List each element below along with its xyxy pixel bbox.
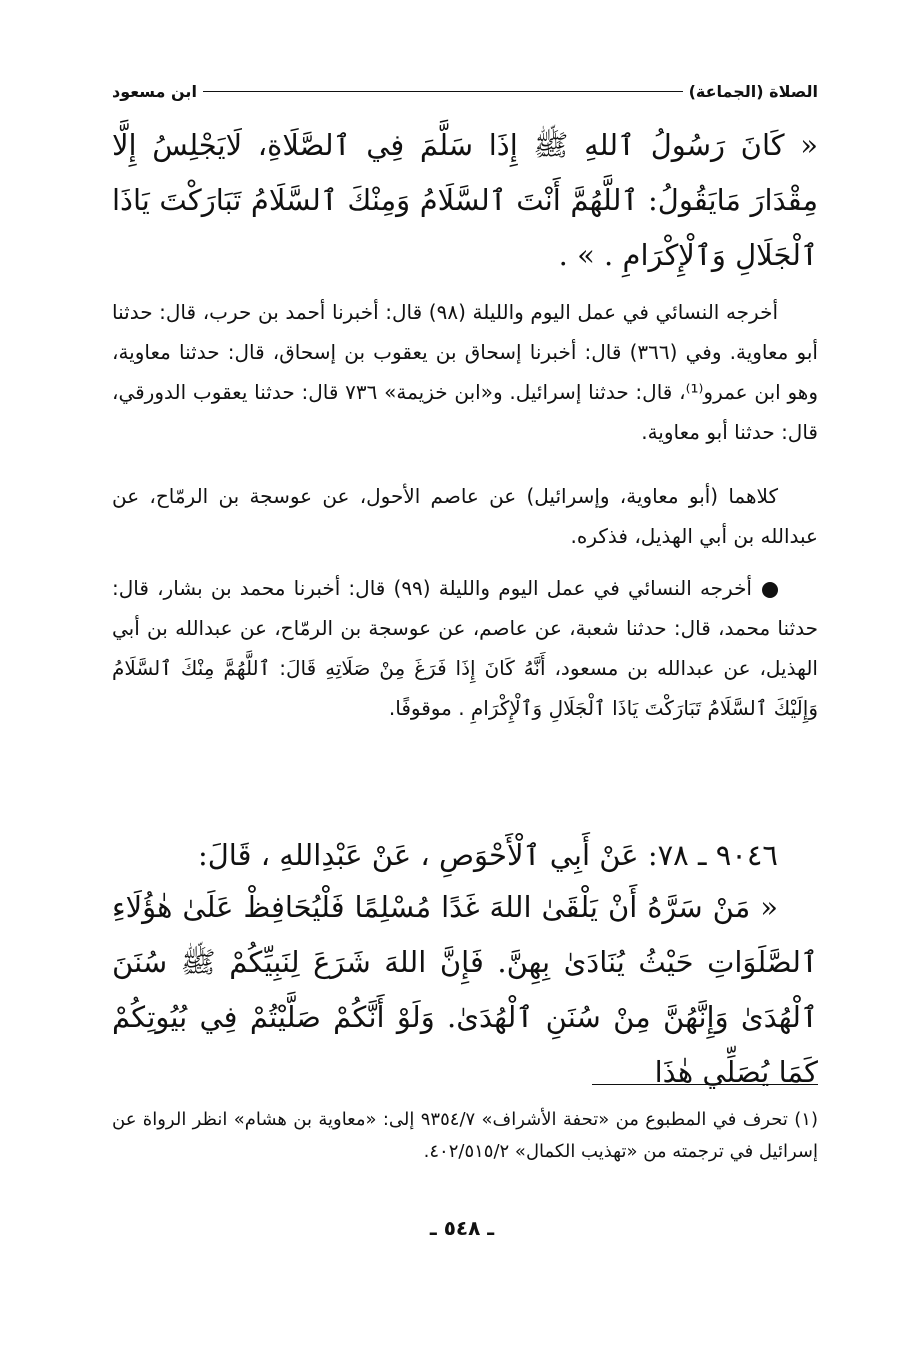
header-section-title: الصلاة (الجماعة) — [688, 81, 818, 101]
hadith-heading: ٩٠٤٦ ـ ٧٨: عَنْ أَبِي ٱلْأَحْوَصِ ، عَنْ عَبْدِاللهِ ، قَالَ: — [197, 838, 778, 872]
running-header — [112, 78, 818, 104]
header-rule — [203, 91, 683, 92]
takhrij-paragraph-3 — [112, 568, 818, 728]
header-author: ابن مسعود — [112, 81, 197, 101]
hadith-quote: « كَانَ رَسُولُ ٱللهِ ﷺ إِذَا سَلَّمَ فِي ٱلصَّلَاةِ، لَايَجْلِسُ إِلَّا مِقْدَارَ مَايَقُولُ: ٱللَّهُمَّ أَنْتَ ٱلسَّلَامُ وَمِنْكَ ٱلسَّلَامُ تَبَارَكْتَ يَاذَا ٱلْجَلَالِ وَٱلْإِكْرَامِ . » . — [112, 128, 818, 272]
bullet-icon — [762, 582, 778, 598]
takhrij-paragraph-2: كلاهما (أبو معاوية، وإسرائيل) عن عاصم الأحول، عن عوسجة بن الرمّاح، عن عبدالله بن أبي الهذيل، فذكره. — [112, 484, 818, 548]
hadith-text-2: « مَنْ سَرَّهُ أَنْ يَلْقَىٰ اللهَ غَدًا مُسْلِمًا فَلْيُحَافِظْ عَلَىٰ هٰؤُلَاءِ ٱلصَّلَوَاتِ حَيْثُ يُنَادَىٰ بِهِنَّ. فَإِنَّ اللهَ شَرَعَ لِنَبِيِّكُمْ ﷺ سُنَنَ ٱلْهُدَىٰ وَإِنَّهُنَّ مِنْ سُنَنِ ٱلْهُدَىٰ. وَلَوْ أَنَّكُمْ صَلَّيْتُمْ فِي بُيُوتِكُمْ كَمَا يُصَلِّي هٰذَا — [112, 890, 818, 1089]
footnote: (١) تحرف في المطبوع من «تحفة الأشراف» ٩٣٥٤/٧ إلى: «معاوية بن هشام» انظر الرواة عن إسرائيل في ترجمته من «تهذيب الكمال» ٤٠٢/٥١٥/٢. — [112, 1109, 818, 1162]
footnote-divider — [592, 1084, 818, 1085]
takhrij-paragraph-1: أخرجه النسائي في عمل اليوم والليلة (٩٨) قال: أخبرنا أحمد بن حرب، قال: حدثنا أبو معاوية. وفي (٣٦٦) قال: أخبرنا إسحاق بن يعقوب بن إسحاق، قال: حدثنا معاوية، وهو ابن عمرو⁽¹⁾، قال: حدثنا إسرائيل. و«ابن خزيمة» ٧٣٦ قال: حدثنا يعقوب الدورقي، قال: حدثنا أبو معاوية. — [112, 300, 819, 444]
page-number: ـ ٥٤٨ ـ — [429, 1216, 495, 1240]
takhrij-paragraph-3-text: أخرجه النسائي في عمل اليوم والليلة (٩٩) قال: أخبرنا محمد بن بشار، قال: حدثنا محمد، قال: حدثنا شعبة، عن عاصم، عن عوسجة بن الرمّاح، عن عبدالله بن أبي الهذيل، عن عبدالله بن مسعود، أَنَّهُ كَانَ إِذَا فَرَغَ مِنْ صَلَاتِهِ قَالَ: ٱللَّهُمَّ مِنْكَ ٱلسَّلَامُ وَإِلَيْكَ ٱلسَّلَامُ تَبَارَكْتَ يَاذَا ٱلْجَلَالِ وَٱلْإِكْرَامِ . موقوفًا. — [112, 576, 818, 720]
